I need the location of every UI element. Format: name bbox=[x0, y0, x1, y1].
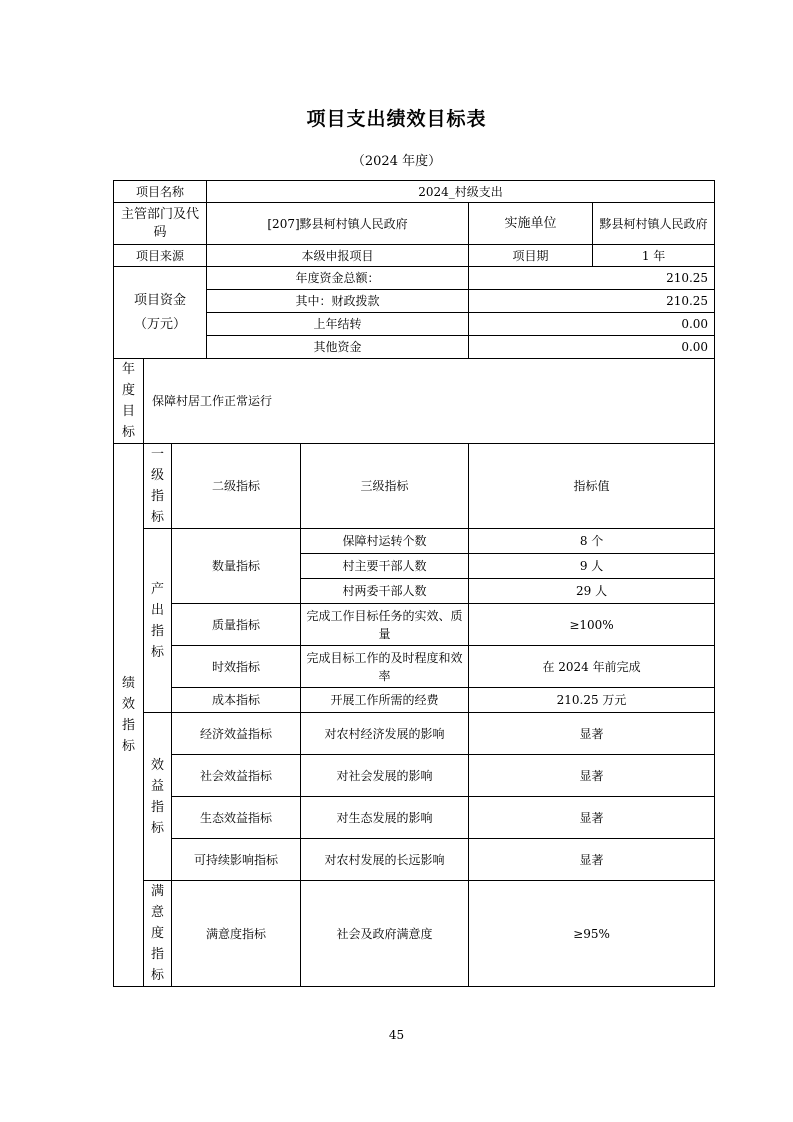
fund-label: 年度资金总额： bbox=[207, 267, 469, 290]
annual-goal-label: 年度目标 bbox=[121, 362, 135, 440]
benefit-indicator-label: 效益指标 bbox=[150, 757, 164, 836]
performance-table bbox=[113, 180, 715, 987]
dept-label: 主管部门及代码 bbox=[114, 203, 207, 245]
fund-label: 其他资金 bbox=[207, 336, 469, 359]
period-label: 项目期 bbox=[469, 245, 593, 267]
indicator-name: 对农村经济发展的影响 bbox=[301, 713, 469, 755]
quantity-indicator-label: 数量指标 bbox=[172, 529, 301, 604]
indicator-name: 村两委干部人数 bbox=[301, 579, 469, 604]
source-value: 本级申报项目 bbox=[207, 245, 469, 267]
indicator-name: 完成目标工作的及时程度和效率 bbox=[301, 646, 469, 688]
perf-indicator-label: 绩效指标 bbox=[121, 676, 135, 754]
period-value: 1 年 bbox=[593, 245, 715, 267]
page-title: 项目支出绩效目标表 bbox=[306, 108, 487, 130]
indicator-name: 保障村运转个数 bbox=[301, 529, 469, 554]
impl-unit-label: 实施单位 bbox=[469, 203, 593, 245]
year-subtitle: （2024 年度） bbox=[351, 154, 442, 169]
header-lvl1: 一级指标 bbox=[150, 447, 164, 525]
fund-label: 其中：财政拨款 bbox=[207, 290, 469, 313]
indicator-value: 29 人 bbox=[469, 579, 715, 604]
indicator-name: 对社会发展的影响 bbox=[301, 755, 469, 797]
satisfaction-lvl2: 满意度指标 bbox=[172, 881, 301, 987]
fund-value: 0.00 bbox=[469, 313, 715, 336]
fund-label: 上年结转 bbox=[207, 313, 469, 336]
impl-unit-value: 黟县柯村镇人民政府 bbox=[593, 203, 715, 245]
indicator-name: 社会及政府满意度 bbox=[301, 881, 469, 987]
indicator-value: 显著 bbox=[469, 797, 715, 839]
indicator-name: 村主要干部人数 bbox=[301, 554, 469, 579]
indicator-value: 显著 bbox=[469, 839, 715, 881]
quality-indicator-label: 质量指标 bbox=[172, 604, 301, 646]
indicator-value: 在 2024 年前完成 bbox=[469, 646, 715, 688]
fund-value: 210.25 bbox=[469, 290, 715, 313]
benefit-lvl2: 社会效益指标 bbox=[172, 755, 301, 797]
indicator-value: 9 人 bbox=[469, 554, 715, 579]
benefit-lvl2: 经济效益指标 bbox=[172, 713, 301, 755]
time-indicator-label: 时效指标 bbox=[172, 646, 301, 688]
indicator-name: 对生态发展的影响 bbox=[301, 797, 469, 839]
indicator-value: ≥100% bbox=[469, 604, 715, 646]
page-number: 45 bbox=[388, 1028, 405, 1042]
annual-goal-text: 保障村居工作正常运行 bbox=[144, 359, 715, 444]
source-label: 项目来源 bbox=[114, 245, 207, 267]
benefit-lvl2: 可持续影响指标 bbox=[172, 839, 301, 881]
project-name-value: 2024_村级支出 bbox=[207, 181, 715, 203]
benefit-lvl2: 生态效益指标 bbox=[172, 797, 301, 839]
fund-value: 0.00 bbox=[469, 336, 715, 359]
indicator-value: ≥95% bbox=[469, 881, 715, 987]
indicator-name: 对农村发展的长远影响 bbox=[301, 839, 469, 881]
output-indicator-label: 产出指标 bbox=[150, 581, 164, 660]
project-name-label: 项目名称 bbox=[114, 181, 207, 203]
indicator-value: 显著 bbox=[469, 713, 715, 755]
indicator-name: 开展工作所需的经费 bbox=[301, 688, 469, 713]
header-value: 指标值 bbox=[469, 444, 715, 529]
dept-value: [207]黟县柯村镇人民政府 bbox=[207, 203, 469, 245]
indicator-name: 完成工作目标任务的实效、质量 bbox=[301, 604, 469, 646]
indicator-value: 8 个 bbox=[469, 529, 715, 554]
satisfaction-indicator-label: 满意度指标 bbox=[150, 884, 164, 983]
cost-indicator-label: 成本指标 bbox=[172, 688, 301, 713]
header-lvl3: 三级指标 bbox=[301, 444, 469, 529]
header-lvl2: 二级指标 bbox=[172, 444, 301, 529]
fund-value: 210.25 bbox=[469, 267, 715, 290]
indicator-value: 显著 bbox=[469, 755, 715, 797]
funds-label: 项目资金（万元） bbox=[114, 267, 207, 359]
indicator-value: 210.25 万元 bbox=[469, 688, 715, 713]
